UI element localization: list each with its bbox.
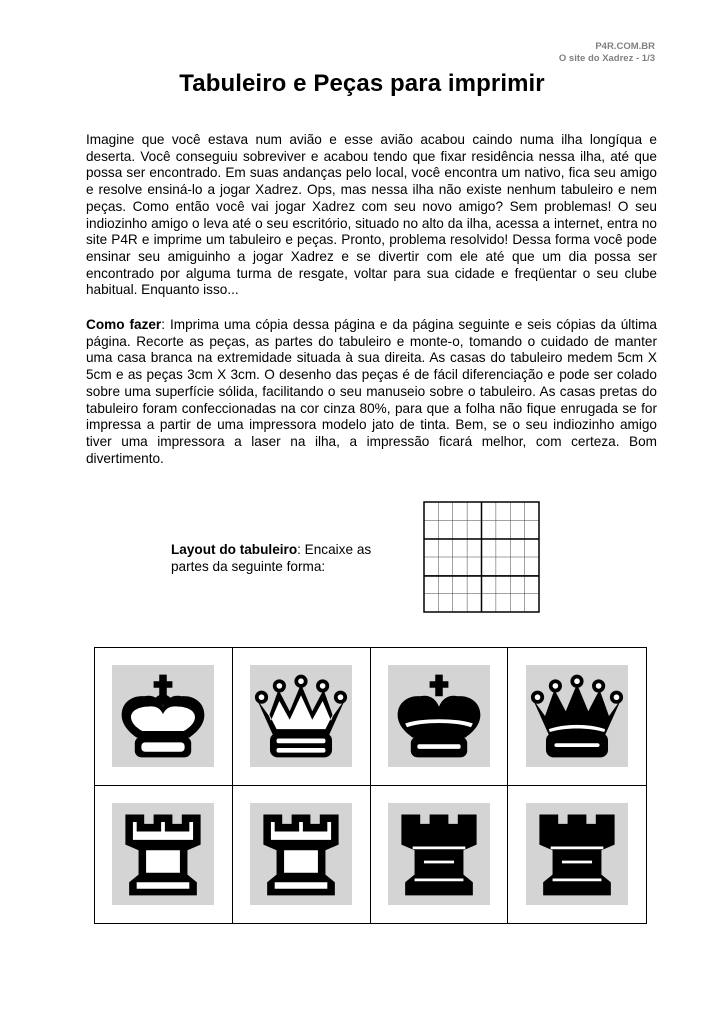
page-info: O site do Xadrez - 1/3 (558, 53, 655, 64)
piece-cell (233, 786, 371, 924)
black-rook-icon (392, 807, 486, 901)
intro-paragraph: Imagine que você estava num avião e esse avião acabou caindo numa ilha longíqua e deserta. Você conseguiu sobreviver e acabou tendo que fixar residência nessa ilha, até que possa ser encontrado. Em suas andanças pelo local, você encontra um nativo, fica seu amigo e resolve ensiná-lo a jogar Xadrez. Ops, mas nessa ilha não existe nenhum tabuleiro e nem peças. Como então você vai jogar Xadrez com seu novo amigo? Sem problemas! O seu indiozinho amigo o leva até o seu escritório, situado no alto da ilha, acessa a internet, entra no site P4R e imprime um tabuleiro e peças. Pronto, problema resolvido! Dessa forma você pode ensinar seu amiguinho a jogar Xadrez e se divertir com ele até que um dia possa ser encontrado por alguma turma de resgate, voltar para sua cidade e freqüentar o seu clube habitual. Enquanto isso... (86, 132, 657, 298)
white-rook-icon (254, 807, 348, 901)
piece-cell (371, 648, 509, 786)
layout-caption (171, 541, 401, 575)
black-king-icon (392, 669, 486, 763)
howto-paragraph (86, 317, 657, 467)
piece-cell (508, 786, 646, 924)
pieces-grid (94, 647, 647, 924)
layout-text: : Encaixe as partes da seguinte forma: (171, 542, 372, 574)
piece-cell (95, 786, 233, 924)
black-rook-icon (530, 807, 624, 901)
site-name: P4R.COM.BR (595, 41, 655, 52)
piece-cell (233, 648, 371, 786)
board-layout-diagram (423, 501, 540, 613)
piece-cell (95, 648, 233, 786)
layout-label: Layout do tabuleiro (171, 542, 298, 557)
white-queen-icon (254, 669, 348, 763)
piece-cell (371, 786, 509, 924)
white-rook-icon (116, 807, 210, 901)
howto-text: : Imprima uma cópia dessa página e da página seguinte e seis cópias da última página. Recorte as peças, as partes do tabuleiro e monte-o, tomando o cuidado de manter uma casa branca na extremidade situada à sua direita. As casas do tabuleiro medem 5cm X 5cm e as peças 3cm X 3cm. O desenho das peças é de fácil diferenciação e pode ser colado sobre uma superfície sólida, facilitando o seu manuseio sobre o tabuleiro. As casas pretas do tabuleiro foram confeccionadas na cor cinza 80%, para que a folha não fique enrugada se for impressa a partir de uma impressora modelo jato de tinta. Bem, se o seu indiozinho amigo tiver uma impressora a laser na ilha, a impressão ficará melhor, com certeza. Bom divertimento. (86, 317, 657, 466)
page-header (559, 41, 655, 65)
page-title: Tabuleiro e Peças para imprimir (179, 70, 545, 97)
howto-label: Como fazer (86, 317, 162, 332)
black-queen-icon (530, 669, 624, 763)
white-king-icon (116, 669, 210, 763)
piece-cell (508, 648, 646, 786)
